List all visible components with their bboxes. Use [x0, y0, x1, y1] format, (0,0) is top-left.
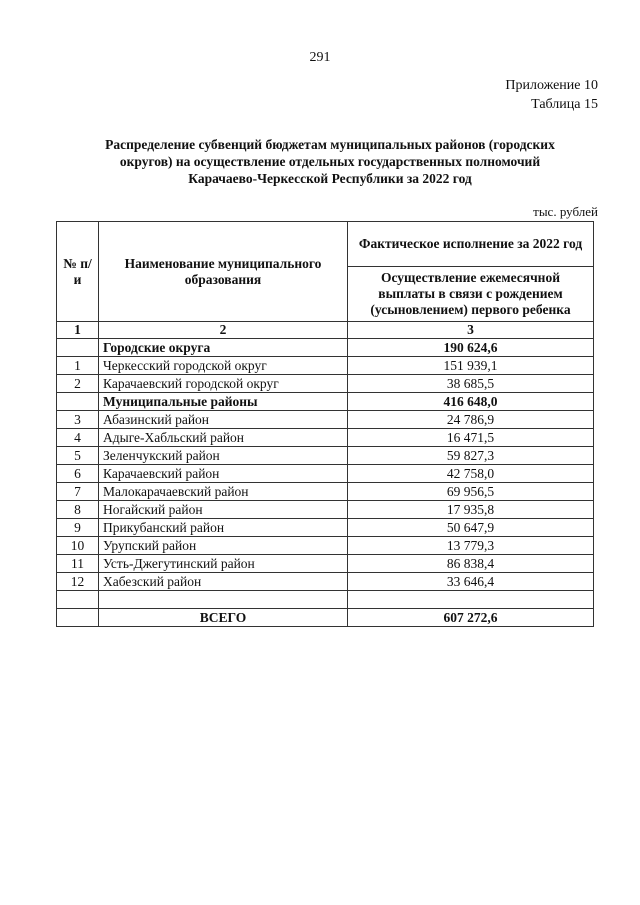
- table-row: [57, 501, 594, 519]
- row-name: Ногайский район: [99, 501, 348, 519]
- row-name: Прикубанский район: [99, 519, 348, 537]
- row-value: 86 838,4: [348, 555, 594, 573]
- row-number: 4: [57, 429, 99, 447]
- row-value: 17 935,8: [348, 501, 594, 519]
- table-body: [57, 339, 594, 627]
- total-row: [57, 609, 594, 627]
- table-row: [57, 537, 594, 555]
- row-name: Черкесский городской округ: [99, 357, 348, 375]
- row-value: 24 786,9: [348, 411, 594, 429]
- row-name: Хабезский район: [99, 573, 348, 591]
- row-value: 416 648,0: [348, 393, 594, 411]
- row-number: 8: [57, 501, 99, 519]
- total-value: 607 272,6: [348, 609, 594, 627]
- row-value: 151 939,1: [348, 357, 594, 375]
- column-number: 3: [348, 322, 594, 339]
- row-value: 59 827,3: [348, 447, 594, 465]
- row-name: Урупский район: [99, 537, 348, 555]
- row-name: Усть-Джегутинский район: [99, 555, 348, 573]
- row-number: 1: [57, 357, 99, 375]
- title-line: Распределение субвенций бюджетам муниципальных районов (городских: [105, 137, 555, 152]
- row-name: Карачаевский городской округ: [99, 375, 348, 393]
- row-number: 9: [57, 519, 99, 537]
- row-value: 50 647,9: [348, 519, 594, 537]
- table-row: [57, 375, 594, 393]
- row-number: 6: [57, 465, 99, 483]
- total-label: ВСЕГО: [99, 609, 348, 627]
- column-number: 2: [99, 322, 348, 339]
- spacer-row: [57, 591, 594, 609]
- row-value: 33 646,4: [348, 573, 594, 591]
- header-name: Наименование муниципального образования: [99, 222, 348, 322]
- row-name: Адыге-Хабльский район: [99, 429, 348, 447]
- table-row: [57, 429, 594, 447]
- table-row: [57, 357, 594, 375]
- row-number: 12: [57, 573, 99, 591]
- row-number: 2: [57, 375, 99, 393]
- row-name: Малокарачаевский район: [99, 483, 348, 501]
- row-value: 13 779,3: [348, 537, 594, 555]
- row-name: Зеленчукский район: [99, 447, 348, 465]
- table-label: Таблица 15: [531, 97, 598, 112]
- subvention-table: [56, 221, 594, 627]
- row-name: Муниципальные районы: [99, 393, 348, 411]
- row-number: 11: [57, 555, 99, 573]
- table-row: [57, 573, 594, 591]
- title-line: округов) на осуществление отдельных государственных полномочий: [119, 154, 541, 169]
- row-value: 69 956,5: [348, 483, 594, 501]
- document-title: [60, 136, 600, 187]
- table-row: [57, 483, 594, 501]
- spacer-cell: [57, 591, 99, 609]
- table-row: [57, 447, 594, 465]
- group-row: [57, 393, 594, 411]
- row-number: 3: [57, 411, 99, 429]
- row-name: Карачаевский район: [99, 465, 348, 483]
- row-number: [57, 339, 99, 357]
- table-row: [57, 555, 594, 573]
- table-row: [57, 411, 594, 429]
- appendix-label: Приложение 10: [505, 78, 598, 93]
- header-subcolumn: Осуществление ежемесячной выплаты в связи с рождением (усыновлением) первого ребенка: [348, 267, 594, 322]
- column-number: 1: [57, 322, 99, 339]
- row-value: 190 624,6: [348, 339, 594, 357]
- header-actual: Фактическое исполнение за 2022 год: [348, 222, 594, 267]
- units-label: тыс. рублей: [533, 204, 598, 219]
- row-value: 16 471,5: [348, 429, 594, 447]
- row-number: 5: [57, 447, 99, 465]
- row-name: Абазинский район: [99, 411, 348, 429]
- spacer-cell: [99, 591, 348, 609]
- row-number: [57, 393, 99, 411]
- row-value: 38 685,5: [348, 375, 594, 393]
- title-line: Карачаево-Черкесской Республики за 2022 год: [188, 171, 472, 186]
- group-row: [57, 339, 594, 357]
- appendix-block: [505, 76, 598, 114]
- row-number: 10: [57, 537, 99, 555]
- row-value: 42 758,0: [348, 465, 594, 483]
- total-no-cell: [57, 609, 99, 627]
- spacer-cell: [348, 591, 594, 609]
- row-number: 7: [57, 483, 99, 501]
- table-row: [57, 519, 594, 537]
- page-number: 291: [309, 50, 331, 65]
- header-no: № п/и: [57, 222, 99, 322]
- row-name: Городские округа: [99, 339, 348, 357]
- table-row: [57, 465, 594, 483]
